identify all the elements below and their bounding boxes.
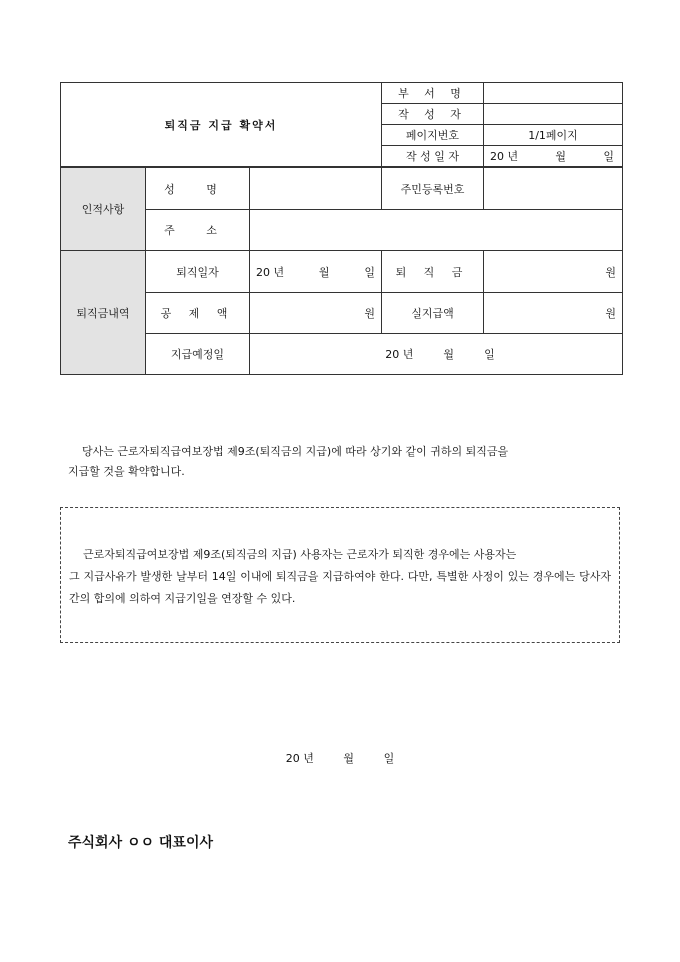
signature-day: 일 xyxy=(383,752,395,765)
planned-date-value[interactable] xyxy=(250,334,623,375)
notice-text-rest: 그 지급사유가 발생한 날부터 14일 이내에 퇴직금을 지급하여야 한다. 다만, 특별한 사정이 있는 경우에는 당사자간의 합의에 의하여 지급기일을 연장할 수 있다. xyxy=(69,570,611,605)
info-table xyxy=(60,167,623,375)
signature-date xyxy=(0,750,680,766)
statement-line-1: 당사는 근로자퇴직급여보장법 제9조(퇴직금의 지급)에 따라 상기와 같이 귀하의 퇴직금을 xyxy=(82,445,509,458)
severance-section-label: 퇴직금내역 xyxy=(61,251,146,375)
page-number-value: 1/1페이지 xyxy=(484,125,623,146)
dept-value[interactable] xyxy=(484,83,623,104)
planned-date-month: 월 xyxy=(443,348,455,361)
company-signatory: 주식회사 ㅇㅇ 대표이사 xyxy=(68,835,213,851)
personal-section-label: 인적사항 xyxy=(61,168,146,251)
rrn-value[interactable] xyxy=(484,168,623,210)
document-title: 퇴직금 지급 확약서 xyxy=(61,83,382,167)
retire-date-label: 퇴직일자 xyxy=(146,251,250,293)
planned-date-label: 지급예정일 xyxy=(146,334,250,375)
header-table xyxy=(60,82,623,167)
retire-date-year: 20 년 xyxy=(256,265,285,279)
retire-date-day: 일 xyxy=(364,265,375,279)
written-date-value[interactable] xyxy=(484,146,623,167)
commitment-statement xyxy=(68,442,618,482)
author-value[interactable] xyxy=(484,104,623,125)
planned-date-year: 20 년 xyxy=(385,348,414,361)
actual-pay-label: 실지급액 xyxy=(382,293,484,334)
name-value[interactable] xyxy=(250,168,382,210)
written-date-year: 20 년 xyxy=(490,150,519,163)
actual-pay-value[interactable]: 원 xyxy=(484,293,623,334)
severance-value[interactable]: 원 xyxy=(484,251,623,293)
name-label: 성 명 xyxy=(146,168,250,210)
notice-text-first: 근로자퇴직급여보장법 제9조(퇴직금의 지급) 사용자는 근로자가 퇴직한 경우에는 사용자는 xyxy=(83,548,517,561)
written-date-day: 일 xyxy=(603,150,614,163)
statement-line-2: 지급할 것을 확약합니다. xyxy=(68,465,185,478)
written-date-month: 월 xyxy=(555,150,567,163)
legal-notice-box xyxy=(60,507,620,643)
severance-label: 퇴 직 금 xyxy=(382,251,484,293)
author-label: 작 성 자 xyxy=(382,104,484,125)
address-value[interactable] xyxy=(250,210,623,251)
signature-month: 월 xyxy=(343,752,355,765)
retire-date-value[interactable] xyxy=(250,251,382,293)
retire-date-month: 월 xyxy=(318,265,330,279)
page-number-label: 페이지번호 xyxy=(382,125,484,146)
deduction-label: 공 제 액 xyxy=(146,293,250,334)
deduction-value[interactable]: 원 xyxy=(250,293,382,334)
rrn-label: 주민등록번호 xyxy=(382,168,484,210)
written-date-label: 작 성 일 자 xyxy=(382,146,484,167)
planned-date-day: 일 xyxy=(484,348,495,361)
address-label: 주 소 xyxy=(146,210,250,251)
signature-year: 20 년 xyxy=(285,752,314,765)
dept-label: 부 서 명 xyxy=(382,83,484,104)
